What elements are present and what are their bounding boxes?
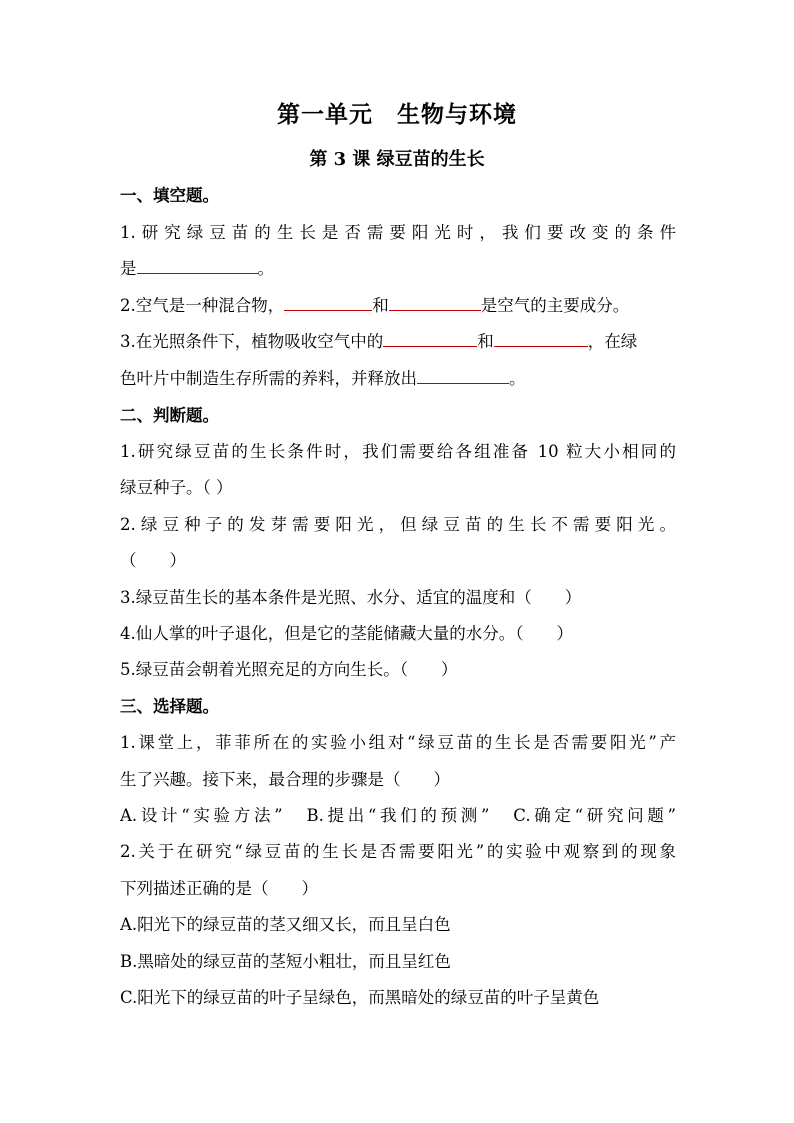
choice-q2-line1: 2.关于在研究“绿豆苗的生长是否需要阳光”的实验中观察到的现象 <box>120 842 676 861</box>
fill-q2-end: 是空气的主要成分。 <box>480 296 630 315</box>
fill-q3-line1 <box>120 330 676 354</box>
choice-q1-line2: 生了兴趣。接下来，最合理的步骤是（ ） <box>120 770 450 789</box>
choice-q1-line1: 1.课堂上，菲菲所在的实验小组对“绿豆苗的生长是否需要阳光”产 <box>120 733 676 752</box>
unit-title: 第一单元 生物与环境 <box>277 101 517 128</box>
choice-q2-option-b: B.黑暗处的绿豆苗的茎短小粗壮，而且呈红色 <box>120 952 451 971</box>
choice-q2-option-a: A.阳光下的绿豆苗的茎又细又长，而且呈白色 <box>120 915 451 934</box>
judge-q2-line1: 2.绿豆种子的发芽需要阳光，但绿豆苗的生长不需要阳光。 <box>120 515 676 534</box>
fill-q1-line2 <box>120 257 676 281</box>
fill-q1-line1: 1.研究绿豆苗的生长是否需要阳光时，我们要改变的条件 <box>120 223 676 242</box>
section-heading-choice: 三、选择题。 <box>120 697 219 716</box>
fill-q3-end: 。 <box>509 369 526 388</box>
judge-q5: 5.绿豆苗会朝着光照充足的方向生长。（ ） <box>120 660 458 679</box>
fill-q3-blank-2[interactable] <box>494 330 588 347</box>
fill-q3-line2 <box>120 367 676 391</box>
fill-q2-text: 2.空气是一种混合物， <box>120 296 285 315</box>
fill-q1-blank[interactable] <box>137 257 258 274</box>
judge-q2-line2: （ ） <box>120 551 186 570</box>
fill-q2-and: 和 <box>372 296 389 315</box>
fill-q2-blank-2[interactable] <box>389 294 481 311</box>
fill-q3-blank-1[interactable] <box>383 330 477 347</box>
fill-q2-line <box>120 294 676 318</box>
fill-q3-text: 3.在光照条件下，植物吸收空气中的 <box>120 332 384 351</box>
choice-q2-option-c: C.阳光下的绿豆苗的叶子呈绿色，而黑暗处的绿豆苗的叶子呈黄色 <box>120 988 600 1007</box>
lesson-title: 第 3 课 绿豆苗的生长 <box>309 149 485 170</box>
fill-q3-blank-3[interactable] <box>417 367 509 384</box>
judge-q1-line2: 绿豆种子。（ ） <box>120 478 233 497</box>
section-heading-fill: 一、填空题。 <box>120 186 219 205</box>
fill-q3-text2: 色叶片中制造生存所需的养料，并释放出 <box>120 369 417 388</box>
judge-q3: 3.绿豆苗生长的基本条件是光照、水分、适宜的温度和（ ） <box>120 588 582 607</box>
fill-q2-blank-1[interactable] <box>284 294 372 311</box>
judge-q4: 4.仙人掌的叶子退化，但是它的茎能储藏大量的水分。（ ） <box>120 624 573 643</box>
choice-q2-line2: 下列描述正确的是（ ） <box>120 879 318 898</box>
judge-q1-line1: 1.研究绿豆苗的生长条件时，我们需要给各组准备 10 粒大小相同的 <box>120 442 676 461</box>
fill-q1-end: 。 <box>257 259 274 278</box>
fill-q1-text: 是 <box>120 259 137 278</box>
section-heading-judge: 二、判断题。 <box>120 406 219 425</box>
fill-q3-and: 和 <box>477 332 494 351</box>
choice-q1-options: A.设计“实验方法” B.提出“我们的预测” C.确定“研究问题” <box>120 806 676 825</box>
fill-q3-cont: ，在绿 <box>587 332 638 351</box>
